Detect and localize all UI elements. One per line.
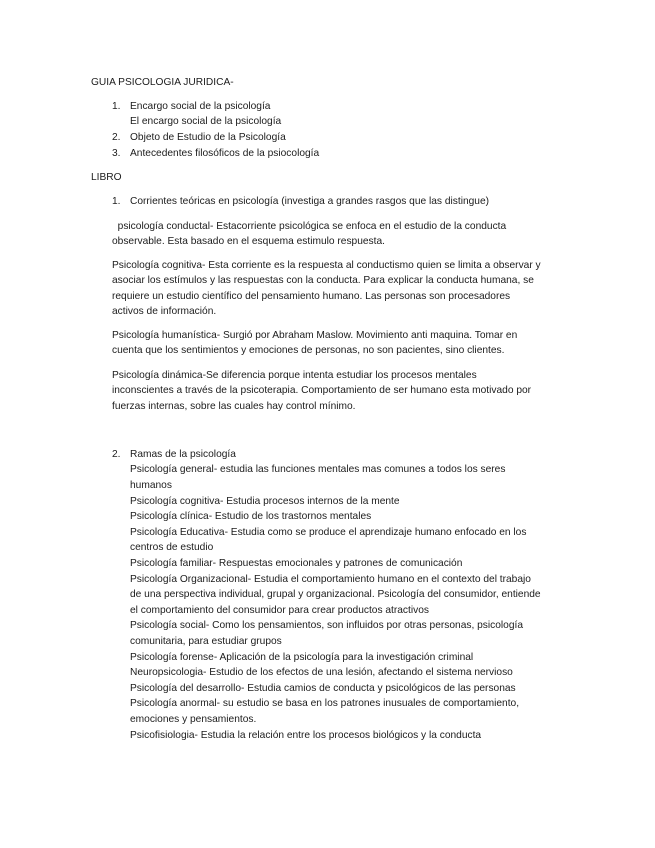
branch-line: Psicología clínica- Estudio de los trastornos mentales bbox=[130, 511, 372, 522]
branch-line: Psicología familiar- Respuestas emocionales y patrones de comunicación bbox=[130, 558, 463, 569]
paragraph-line: Psicología dinámica-Se diferencia porque intenta estudiar los procesos mentales bbox=[112, 370, 477, 381]
paragraph-line: asociar los estímulos y las respuestas con la conducta. Para explicar la conducta humana, se bbox=[112, 275, 534, 286]
guide-item-subtext: El encargo social de la psicología bbox=[130, 116, 282, 127]
branch-line: el comportamiento del consumidor para crear productos atractivos bbox=[130, 605, 429, 616]
page-title: GUIA PSICOLOGIA JURIDICA- bbox=[91, 77, 234, 88]
branch-line: Psicología social- Como los pensamientos, son influidos por otras personas, psicología bbox=[130, 620, 523, 631]
branch-line: Psicología del desarrollo- Estudia camios de conducta y psicológicos de las personas bbox=[130, 683, 516, 694]
branch-line: emociones y pensamientos. bbox=[130, 714, 257, 725]
guide-item-number: 1. bbox=[112, 101, 121, 112]
guide-item-number: 2. bbox=[112, 132, 121, 143]
branch-line: Psicología cognitiva- Estudia procesos internos de la mente bbox=[130, 496, 400, 507]
paragraph-line: inconscientes a través de la psicoterapia. Comportamiento de ser humano esta motivado por bbox=[112, 385, 532, 396]
branch-line: de una perspectiva individual, grupal y organizacional. Psicología del consumidor, entiende bbox=[130, 589, 541, 600]
paragraph-line: requiere un estudio científico del pensamiento humano. Las personas son procesadores bbox=[112, 291, 511, 302]
branch-line: Psicología Educativa- Estudia como se produce el aprendizaje humano enfocado en los bbox=[130, 527, 527, 538]
section-heading: Corrientes teóricas en psicología (investiga a grandes rasgos que las distingue) bbox=[130, 196, 490, 207]
branch-line: Psicología forense- Aplicación de la psicología para la investigación criminal bbox=[130, 652, 474, 663]
branch-line: humanos bbox=[130, 480, 172, 491]
branch-line: comunitaria, para estudiar grupos bbox=[130, 636, 282, 647]
section-number: 1. bbox=[112, 196, 121, 207]
paragraph-line: Psicología cognitiva- Esta corriente es la respuesta al conductismo quien se limita a observar y bbox=[112, 260, 541, 271]
paragraph-line: observable. Esta basado en el esquema estimulo respuesta. bbox=[112, 236, 385, 247]
guide-item-text: Encargo social de la psicología bbox=[130, 101, 271, 112]
paragraph-line: cuenta que los sentimientos y emociones de personas, no son pacientes, sino clientes. bbox=[112, 345, 505, 356]
guide-item-number: 3. bbox=[112, 148, 121, 159]
branch-line: centros de estudio bbox=[130, 542, 214, 553]
paragraph-line: psicología conductal- Estacorriente psicológica se enfoca en el estudio de la conducta bbox=[112, 221, 507, 232]
branch-line: Psicología general- estudia las funciones mentales mas comunes a todos los seres bbox=[130, 464, 506, 475]
section-number: 2. bbox=[112, 449, 121, 460]
guide-item-text: Objeto de Estudio de la Psicología bbox=[130, 132, 286, 143]
paragraph-line: fuerzas internas, sobre las cuales hay control mínimo. bbox=[112, 401, 356, 412]
guide-item-text: Antecedentes filosóficos de la psiocología bbox=[130, 148, 320, 159]
paragraph-line: Psicología humanística- Surgió por Abraham Maslow. Movimiento anti maquina. Tomar en bbox=[112, 330, 518, 341]
branch-line: Psicología anormal- su estudio se basa en los patrones inusuales de comportamiento, bbox=[130, 698, 520, 709]
branch-line: Psicofisiologia- Estudia la relación entre los procesos biológicos y la conducta bbox=[130, 730, 482, 741]
libro-heading: LIBRO bbox=[91, 172, 122, 183]
branch-line: Psicología Organizacional- Estudia el comportamiento humano en el contexto del trabajo bbox=[130, 574, 531, 585]
branch-line: Neuropsicologia- Estudio de los efectos de una lesión, afectando el sistema nervioso bbox=[130, 667, 513, 678]
section-heading: Ramas de la psicología bbox=[130, 449, 236, 460]
paragraph-line: activos de información. bbox=[112, 306, 217, 317]
